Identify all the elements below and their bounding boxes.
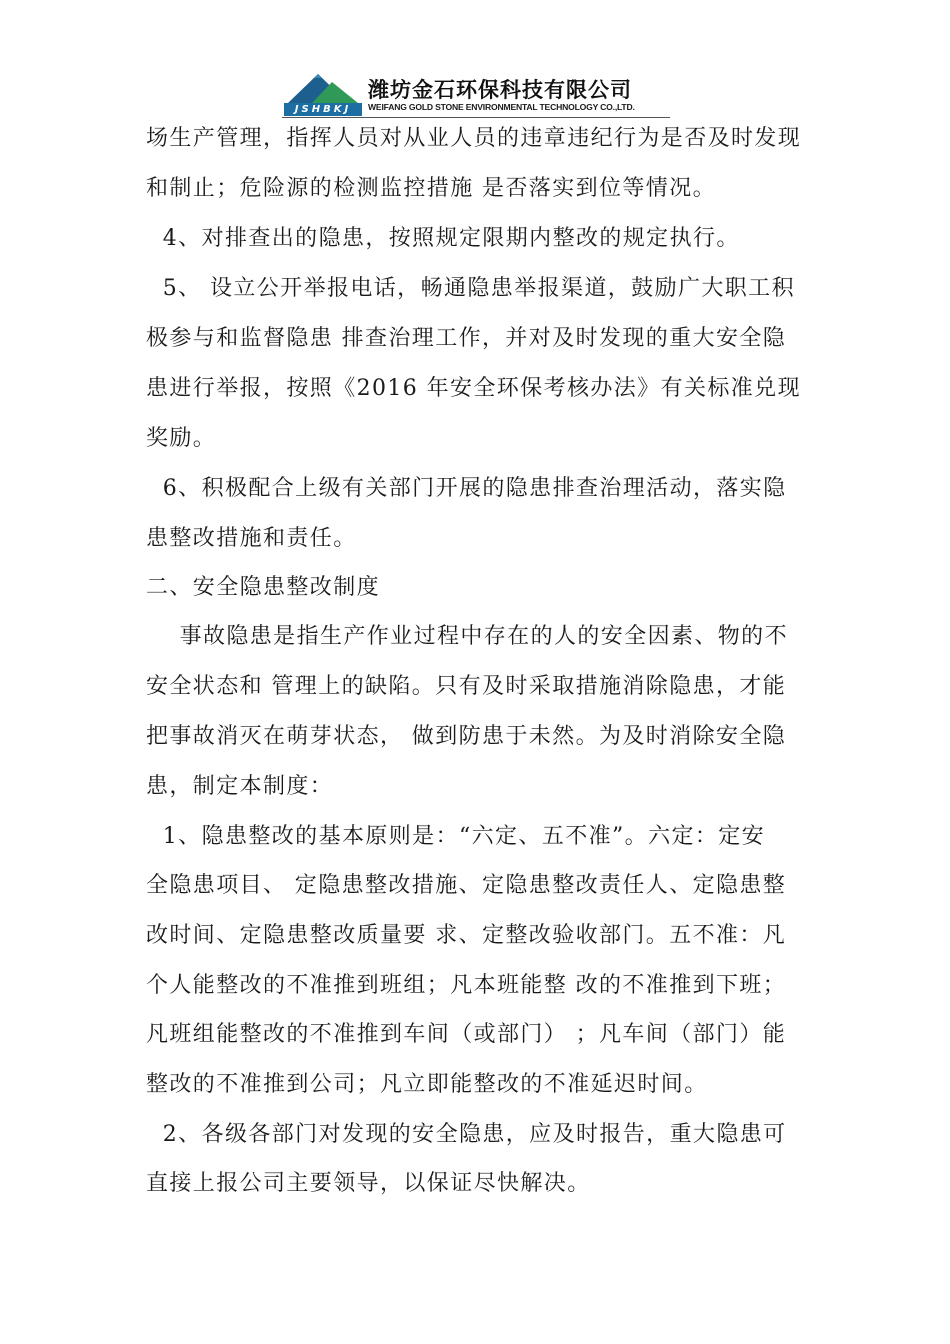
- body-line: 直接上报公司主要领导，以保证尽快解决。: [146, 1171, 591, 1196]
- body-line: 场生产管理，指挥人员对从业人员的违章违纪行为是否及时发现: [146, 126, 802, 151]
- body-line: 和制止；危险源的检测监控措施 是否落实到位等情况。: [146, 176, 716, 201]
- body-line: 1、隐患整改的基本原则是：“六定、五不准”。六定：定安: [146, 824, 766, 849]
- body-line: 奖励。: [146, 426, 217, 451]
- company-name-english: WEIFANG GOLD STONE ENVIRONMENTAL TECHNOLOGY CO.,LTD.: [368, 102, 635, 112]
- body-line: 事故隐患是指生产作业过程中存在的人的安全因素、物的不: [146, 624, 788, 649]
- body-line: 全隐患项目、 定隐患整改措施、定隐患整改责任人、定隐患整: [146, 873, 787, 898]
- body-line: 患，制定本制度：: [146, 774, 334, 799]
- logo-abbreviation: JSHBKJ: [284, 103, 362, 116]
- company-letterhead: [282, 70, 670, 116]
- header-divider: [282, 117, 670, 118]
- section-heading: 二、安全隐患整改制度: [146, 575, 381, 600]
- body-line: 安全状态和 管理上的缺陷。只有及时采取措施消除隐患，才能: [146, 674, 787, 699]
- body-line: 5、 设立公开举报电话，畅通隐患举报渠道，鼓励广大职工积: [146, 276, 795, 301]
- body-line: 把事故消灭在萌芽状态， 做到防患于未然。为及时消除安全隐: [146, 724, 787, 749]
- body-line: 患进行举报，按照《2016 年安全环保考核办法》有关标准兑现: [146, 376, 801, 401]
- body-line: 6、积极配合上级有关部门开展的隐患排查治理活动，落实隐: [146, 476, 787, 501]
- company-name-chinese: 潍坊金石环保科技有限公司: [368, 78, 632, 102]
- body-line: 凡班组能整改的不准推到车间（或部门） ；凡车间（部门）能: [146, 1022, 787, 1047]
- body-line: 改时间、定隐患整改质量要 求、定整改验收部门。五不准：凡: [146, 923, 787, 948]
- body-line: 个人能整改的不准推到班组；凡本班能整 改的不准推到下班；: [146, 973, 787, 998]
- body-line: 2、各级各部门对发现的安全隐患，应及时报告，重大隐患可: [146, 1122, 787, 1147]
- body-line: 极参与和监督隐患 排查治理工作，并对及时发现的重大安全隐: [146, 326, 787, 351]
- body-line: 患整改措施和责任。: [146, 526, 357, 551]
- body-line: 4、对排查出的隐患，按照规定限期内整改的规定执行。: [146, 226, 740, 251]
- body-line: 整改的不准推到公司；凡立即能整改的不准延迟时间。: [146, 1072, 708, 1097]
